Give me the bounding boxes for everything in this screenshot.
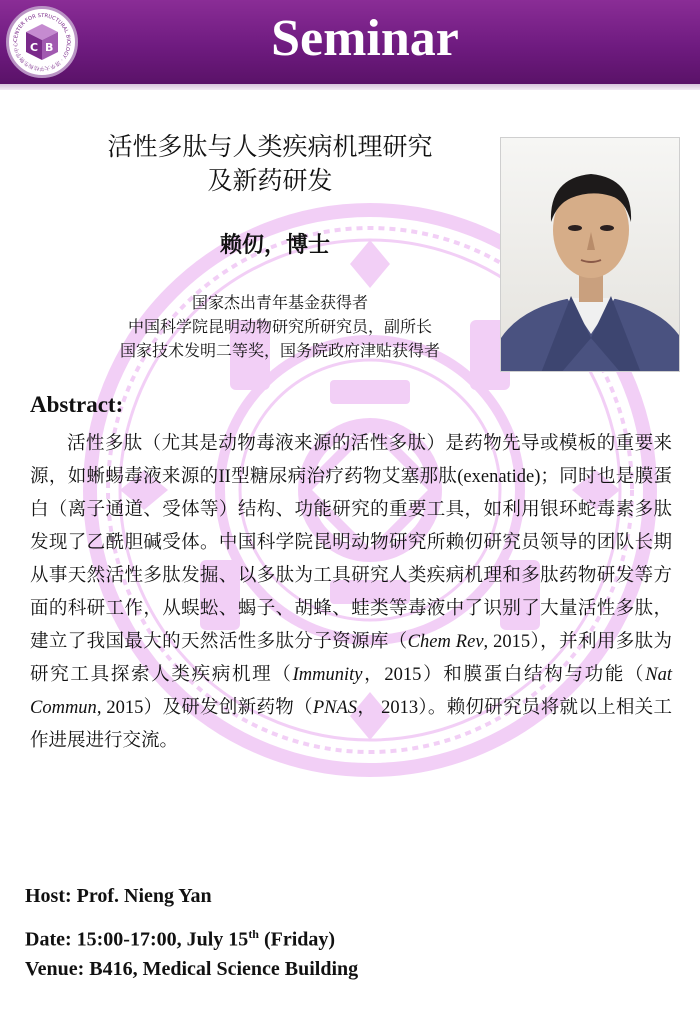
abstract-text: [30, 428, 672, 858]
speaker-photo: [500, 137, 680, 372]
talk-title: [40, 130, 500, 198]
abstract-segment: ，2015）和膜蛋白结构与功能（: [362, 665, 646, 685]
date-ordinal: th: [248, 927, 259, 941]
date-text: Date: 15:00-17:00, July 15: [25, 928, 249, 951]
cube-icon: [20, 20, 64, 64]
credential-line: 国家杰出青年基金获得者: [191, 293, 368, 312]
header-divider: [0, 84, 700, 90]
svg-text:B: B: [45, 41, 54, 54]
portrait-illustration: [501, 138, 680, 372]
speaker-name: 赖仞，博士: [219, 233, 330, 258]
citation-journal: PNAS: [312, 698, 358, 718]
date-weekday: (Friday): [258, 928, 336, 951]
host-line: Host: Prof. Nieng Yan: [25, 885, 212, 907]
page-title: Seminar: [271, 10, 459, 67]
logo-ring-text: CENTER FOR STRUCTURAL BIOLOGY · 清华大学结构生物学中心: [12, 12, 72, 72]
credential-line: 中国科学院昆明动物研究所研究员，副所长: [127, 317, 432, 336]
citation-journal: Chem Rev: [407, 632, 484, 652]
abstract-segment: ， 2013）。赖仞研究员将就以上相关工作进展进行交流。: [30, 698, 672, 751]
speaker-credentials: [30, 291, 530, 363]
talk-title-line-1: 活性多肽与人类疾病机理研究: [107, 132, 433, 161]
center-logo: [6, 6, 78, 78]
date-line: [25, 920, 525, 954]
abstract-segment: , 2015），并利用多肽为研究工具探索人类疾病机理（: [30, 632, 672, 685]
credential-line: 国家技术发明二等奖，国务院政府津贴获得者: [119, 341, 440, 360]
svg-text:C: C: [30, 41, 39, 54]
talk-title-line-2: 及新药研发: [207, 166, 333, 195]
abstract-segment: 活性多肽（尤其是动物毒液来源的活性多肽）是药物先导或模板的重要来源，如蜥蜴毒液来源的II型糖尿病治疗药物艾塞那肽(exenatide)；同时也是膜蛋白（离子通道、受体等）结构、功能研究的重要工具，如利用银环蛇毒素多肽发现了乙酰胆碱受体。中国科学院昆明动物研究所赖仞研究员领导的团队长期从事天然活性多肽发掘、以多肽为工具研究人类疾病机理和多肽药物研发等方面的科研工作，从蜈蚣、蝎子、胡蜂、蛙类等毒液中了识别了大量活性多肽，建立了我国最大的天然活性多肽分子资源库（: [30, 434, 672, 652]
citation-journal: Immunity: [292, 665, 363, 685]
citation-journal: Nat Commun: [30, 665, 672, 718]
abstract-segment: , 2015）及研发创新药物（: [96, 698, 313, 718]
venue-line: Venue: B416, Medical Science Building: [25, 958, 359, 980]
abstract-heading: Abstract:: [30, 392, 124, 417]
